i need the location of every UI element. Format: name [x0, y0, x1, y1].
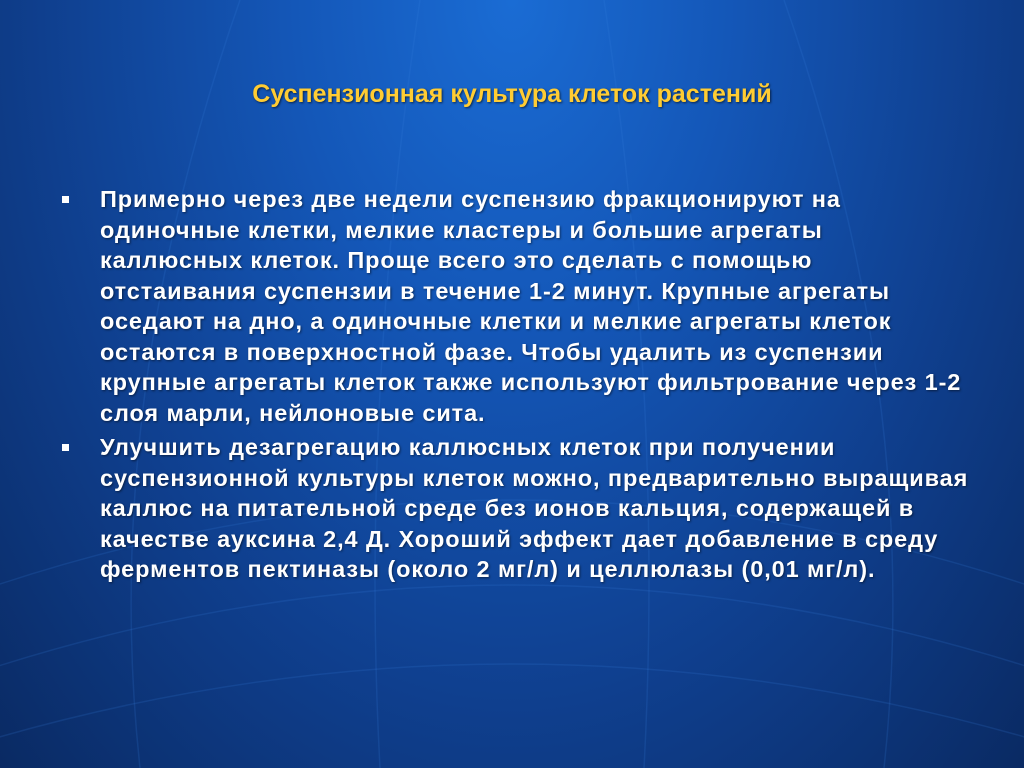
bullet-item	[62, 184, 972, 428]
bullet-item	[62, 432, 972, 585]
square-bullet-icon	[62, 196, 69, 203]
slide-title: Суспензионная культура клеток растений	[252, 80, 772, 108]
bullet-text: Примерно через две недели суспензию фракционируют на одиночные клетки, мелкие кластеры и большие агрегаты каллюсных клеток. Проще всего это сделать с помощью отстаивания суспензии в течение 1-2 минут. Крупные агрегаты оседают на дно, а одиночные клетки и мелкие агрегаты клеток остаются в поверхностной фазе. Чтобы удалить из суспензии крупные агрегаты клеток также используют фильтрование через 1-2 слоя марли, нейлоновые сита.	[100, 186, 962, 426]
bullet-text: Улучшить дезагрегацию каллюсных клеток при получении суспензионной культуры клеток можно, предварительно выращивая каллюс на питательной среде без ионов кальция, содержащей в качестве ауксина 2,4 Д. Хороший эффект дает добавление в среду ферментов пектиназы (около 2 мг/л) и целлюлазы (0,01 мг/л).	[100, 434, 969, 582]
bullet-list	[62, 184, 972, 589]
square-bullet-icon	[62, 444, 69, 451]
